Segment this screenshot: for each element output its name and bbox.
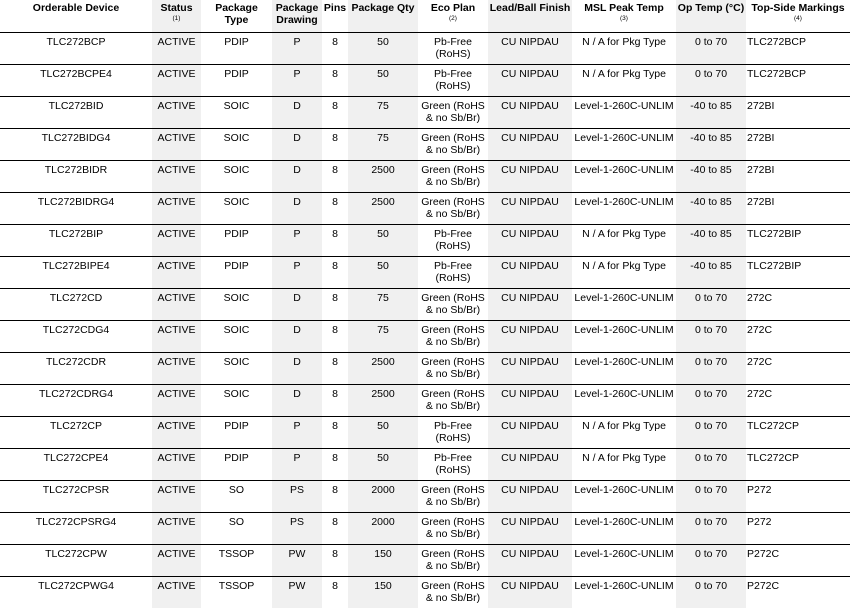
cell-eco-plan [418, 97, 488, 129]
cell-markings: TLC272BIP [746, 225, 850, 257]
eco-plan-line: Pb-Free [434, 260, 472, 272]
eco-plan-line: Pb-Free [434, 228, 472, 240]
cell-markings: TLC272CP [746, 449, 850, 481]
cell-package-qty: 75 [348, 97, 418, 129]
cell-msl: Level-1-260C-UNLIM [572, 161, 676, 193]
eco-plan-line: & no Sb/Br) [426, 208, 480, 220]
eco-plan-line: (RoHS) [435, 80, 470, 92]
header-status: Status (1) [152, 0, 201, 33]
msl-note: (3) [573, 14, 675, 23]
cell-eco-plan [418, 289, 488, 321]
eco-plan-line: Pb-Free [434, 36, 472, 48]
header-package-qty: Package Qty [348, 0, 418, 33]
eco-plan-line: Pb-Free [434, 68, 472, 80]
cell-lead-finish: CU NIPDAU [488, 513, 572, 545]
cell-device: TLC272BIDRG4 [0, 193, 152, 225]
header-package-drawing: Package Drawing [272, 0, 322, 33]
table-row [0, 321, 850, 353]
table-row [0, 257, 850, 289]
cell-package-type: SOIC [201, 161, 272, 193]
cell-package-qty: 75 [348, 289, 418, 321]
cell-package-type: SOIC [201, 321, 272, 353]
cell-msl: N / A for Pkg Type [572, 449, 676, 481]
cell-package-qty: 2500 [348, 161, 418, 193]
cell-package-drawing: D [272, 353, 322, 385]
table-row [0, 513, 850, 545]
cell-device: TLC272BCP [0, 33, 152, 65]
cell-markings: 272C [746, 385, 850, 417]
cell-device: TLC272BIDR [0, 161, 152, 193]
eco-plan-line: Green (RoHS [421, 356, 485, 368]
eco-plan-line: (RoHS) [435, 464, 470, 476]
cell-package-type: SO [201, 513, 272, 545]
eco-plan-line: Green (RoHS [421, 164, 485, 176]
cell-lead-finish: CU NIPDAU [488, 353, 572, 385]
cell-package-drawing: D [272, 161, 322, 193]
cell-package-drawing: PS [272, 481, 322, 513]
cell-package-drawing: D [272, 97, 322, 129]
cell-package-drawing: PW [272, 545, 322, 577]
cell-msl: Level-1-260C-UNLIM [572, 577, 676, 608]
table-row [0, 129, 850, 161]
cell-package-drawing: D [272, 385, 322, 417]
cell-lead-finish: CU NIPDAU [488, 321, 572, 353]
cell-package-drawing: D [272, 129, 322, 161]
cell-eco-plan [418, 161, 488, 193]
header-row [0, 0, 850, 33]
cell-op-temp: -40 to 85 [676, 129, 746, 161]
table-row [0, 353, 850, 385]
cell-markings: 272C [746, 289, 850, 321]
cell-package-drawing: D [272, 321, 322, 353]
header-lead-finish: Lead/Ball Finish [488, 0, 572, 33]
cell-msl: Level-1-260C-UNLIM [572, 289, 676, 321]
cell-status: ACTIVE [152, 193, 201, 225]
cell-package-qty: 50 [348, 65, 418, 97]
cell-package-type: SOIC [201, 385, 272, 417]
cell-package-type: SOIC [201, 289, 272, 321]
cell-package-qty: 150 [348, 577, 418, 608]
cell-eco-plan [418, 257, 488, 289]
cell-pins: 8 [322, 33, 348, 65]
cell-markings: TLC272BCP [746, 65, 850, 97]
cell-op-temp: 0 to 70 [676, 417, 746, 449]
cell-lead-finish: CU NIPDAU [488, 33, 572, 65]
cell-status: ACTIVE [152, 289, 201, 321]
cell-op-temp: 0 to 70 [676, 33, 746, 65]
header-markings: Top-Side Markings (4) [746, 0, 850, 33]
eco-plan-line: Green (RoHS [421, 484, 485, 496]
cell-pins: 8 [322, 545, 348, 577]
eco-plan-line: (RoHS) [435, 240, 470, 252]
cell-package-drawing: P [272, 417, 322, 449]
table-row [0, 289, 850, 321]
cell-markings: TLC272BCP [746, 33, 850, 65]
cell-status: ACTIVE [152, 321, 201, 353]
cell-pins: 8 [322, 321, 348, 353]
eco-plan-line: & no Sb/Br) [426, 528, 480, 540]
table-row [0, 193, 850, 225]
cell-lead-finish: CU NIPDAU [488, 545, 572, 577]
cell-eco-plan [418, 481, 488, 513]
cell-package-qty: 50 [348, 449, 418, 481]
cell-package-type: PDIP [201, 225, 272, 257]
cell-pins: 8 [322, 257, 348, 289]
cell-package-type: PDIP [201, 65, 272, 97]
cell-msl: Level-1-260C-UNLIM [572, 353, 676, 385]
cell-msl: N / A for Pkg Type [572, 417, 676, 449]
eco-plan-line: Green (RoHS [421, 132, 485, 144]
cell-msl: N / A for Pkg Type [572, 257, 676, 289]
status-note: (1) [153, 14, 200, 23]
cell-msl: Level-1-260C-UNLIM [572, 545, 676, 577]
cell-pins: 8 [322, 97, 348, 129]
markings-note: (4) [747, 14, 849, 23]
header-pins: Pins [322, 0, 348, 33]
cell-lead-finish: CU NIPDAU [488, 161, 572, 193]
eco-plan-line: & no Sb/Br) [426, 176, 480, 188]
eco-plan-line: Green (RoHS [421, 548, 485, 560]
eco-plan-line: Green (RoHS [421, 324, 485, 336]
cell-device: TLC272BIPE4 [0, 257, 152, 289]
cell-markings: P272C [746, 545, 850, 577]
cell-op-temp: 0 to 70 [676, 289, 746, 321]
cell-lead-finish: CU NIPDAU [488, 225, 572, 257]
cell-eco-plan [418, 545, 488, 577]
cell-markings: 272C [746, 321, 850, 353]
cell-op-temp: 0 to 70 [676, 65, 746, 97]
cell-op-temp: 0 to 70 [676, 577, 746, 608]
cell-package-type: PDIP [201, 417, 272, 449]
cell-status: ACTIVE [152, 97, 201, 129]
cell-pins: 8 [322, 65, 348, 97]
cell-msl: N / A for Pkg Type [572, 65, 676, 97]
cell-pins: 8 [322, 449, 348, 481]
cell-markings: 272BI [746, 193, 850, 225]
cell-msl: Level-1-260C-UNLIM [572, 97, 676, 129]
cell-status: ACTIVE [152, 513, 201, 545]
cell-device: TLC272BIDG4 [0, 129, 152, 161]
eco-plan-line: (RoHS) [435, 432, 470, 444]
cell-package-qty: 2500 [348, 193, 418, 225]
cell-package-qty: 2500 [348, 385, 418, 417]
eco-plan-line: & no Sb/Br) [426, 336, 480, 348]
cell-eco-plan [418, 353, 488, 385]
cell-lead-finish: CU NIPDAU [488, 289, 572, 321]
table-row [0, 545, 850, 577]
cell-package-type: SOIC [201, 129, 272, 161]
cell-msl: Level-1-260C-UNLIM [572, 481, 676, 513]
cell-op-temp: 0 to 70 [676, 545, 746, 577]
eco-plan-line: (RoHS) [435, 48, 470, 60]
cell-pins: 8 [322, 353, 348, 385]
cell-status: ACTIVE [152, 353, 201, 385]
cell-msl: Level-1-260C-UNLIM [572, 385, 676, 417]
cell-eco-plan [418, 225, 488, 257]
cell-op-temp: 0 to 70 [676, 481, 746, 513]
cell-op-temp: -40 to 85 [676, 97, 746, 129]
cell-lead-finish: CU NIPDAU [488, 417, 572, 449]
cell-device: TLC272CDG4 [0, 321, 152, 353]
cell-status: ACTIVE [152, 225, 201, 257]
eco-plan-line: & no Sb/Br) [426, 144, 480, 156]
cell-lead-finish: CU NIPDAU [488, 65, 572, 97]
cell-package-drawing: P [272, 65, 322, 97]
cell-op-temp: 0 to 70 [676, 321, 746, 353]
table-row [0, 97, 850, 129]
cell-pins: 8 [322, 289, 348, 321]
cell-status: ACTIVE [152, 33, 201, 65]
cell-pins: 8 [322, 225, 348, 257]
cell-lead-finish: CU NIPDAU [488, 481, 572, 513]
cell-package-qty: 50 [348, 417, 418, 449]
cell-pins: 8 [322, 161, 348, 193]
cell-package-qty: 50 [348, 257, 418, 289]
cell-op-temp: 0 to 70 [676, 385, 746, 417]
eco-plan-line: Green (RoHS [421, 196, 485, 208]
cell-eco-plan [418, 577, 488, 608]
cell-lead-finish: CU NIPDAU [488, 449, 572, 481]
cell-markings: 272BI [746, 129, 850, 161]
header-op-temp: Op Temp (°C) [676, 0, 746, 33]
table-row [0, 481, 850, 513]
cell-msl: N / A for Pkg Type [572, 225, 676, 257]
cell-markings: P272 [746, 481, 850, 513]
cell-package-drawing: PS [272, 513, 322, 545]
cell-device: TLC272CDR [0, 353, 152, 385]
eco-plan-line: Green (RoHS [421, 100, 485, 112]
eco-plan-line: & no Sb/Br) [426, 400, 480, 412]
eco-note: (2) [419, 14, 487, 23]
cell-eco-plan [418, 449, 488, 481]
cell-package-type: PDIP [201, 257, 272, 289]
eco-plan-line: Green (RoHS [421, 580, 485, 592]
cell-msl: Level-1-260C-UNLIM [572, 129, 676, 161]
eco-plan-line: & no Sb/Br) [426, 592, 480, 604]
cell-package-type: SO [201, 481, 272, 513]
cell-package-qty: 50 [348, 225, 418, 257]
cell-markings: 272C [746, 353, 850, 385]
header-device: Orderable Device [0, 0, 152, 33]
eco-plan-line: (RoHS) [435, 272, 470, 284]
cell-eco-plan [418, 417, 488, 449]
cell-device: TLC272BIP [0, 225, 152, 257]
cell-package-qty: 2500 [348, 353, 418, 385]
cell-pins: 8 [322, 417, 348, 449]
cell-package-type: TSSOP [201, 545, 272, 577]
eco-plan-line: & no Sb/Br) [426, 496, 480, 508]
cell-op-temp: -40 to 85 [676, 257, 746, 289]
cell-op-temp: 0 to 70 [676, 449, 746, 481]
header-eco-plan: Eco Plan (2) [418, 0, 488, 33]
table-row [0, 577, 850, 608]
cell-msl: Level-1-260C-UNLIM [572, 513, 676, 545]
eco-plan-line: & no Sb/Br) [426, 560, 480, 572]
table-row [0, 65, 850, 97]
cell-pins: 8 [322, 481, 348, 513]
cell-device: TLC272CPSR [0, 481, 152, 513]
cell-device: TLC272CP [0, 417, 152, 449]
cell-status: ACTIVE [152, 449, 201, 481]
cell-package-qty: 2000 [348, 481, 418, 513]
cell-package-type: SOIC [201, 353, 272, 385]
cell-op-temp: -40 to 85 [676, 225, 746, 257]
cell-msl: N / A for Pkg Type [572, 33, 676, 65]
cell-eco-plan [418, 33, 488, 65]
header-msl: MSL Peak Temp (3) [572, 0, 676, 33]
cell-package-type: SOIC [201, 97, 272, 129]
eco-plan-line: Green (RoHS [421, 292, 485, 304]
cell-package-drawing: P [272, 33, 322, 65]
cell-eco-plan [418, 513, 488, 545]
cell-markings: 272BI [746, 97, 850, 129]
cell-markings: P272C [746, 577, 850, 608]
cell-op-temp: -40 to 85 [676, 193, 746, 225]
eco-plan-line: & no Sb/Br) [426, 112, 480, 124]
cell-status: ACTIVE [152, 481, 201, 513]
eco-plan-line: & no Sb/Br) [426, 304, 480, 316]
cell-device: TLC272BID [0, 97, 152, 129]
table-row [0, 385, 850, 417]
cell-package-drawing: D [272, 289, 322, 321]
cell-markings: TLC272BIP [746, 257, 850, 289]
cell-package-drawing: PW [272, 577, 322, 608]
cell-device: TLC272CPW [0, 545, 152, 577]
cell-package-drawing: D [272, 193, 322, 225]
cell-device: TLC272CDRG4 [0, 385, 152, 417]
cell-op-temp: -40 to 85 [676, 161, 746, 193]
table-row [0, 33, 850, 65]
cell-lead-finish: CU NIPDAU [488, 97, 572, 129]
cell-pins: 8 [322, 513, 348, 545]
cell-package-type: PDIP [201, 33, 272, 65]
cell-lead-finish: CU NIPDAU [488, 257, 572, 289]
cell-package-qty: 2000 [348, 513, 418, 545]
cell-markings: P272 [746, 513, 850, 545]
cell-device: TLC272CD [0, 289, 152, 321]
cell-status: ACTIVE [152, 417, 201, 449]
cell-device: TLC272CPWG4 [0, 577, 152, 608]
cell-eco-plan [418, 129, 488, 161]
cell-markings: TLC272CP [746, 417, 850, 449]
cell-eco-plan [418, 321, 488, 353]
cell-package-drawing: P [272, 225, 322, 257]
table-row [0, 449, 850, 481]
cell-lead-finish: CU NIPDAU [488, 129, 572, 161]
eco-plan-line: Green (RoHS [421, 516, 485, 528]
cell-lead-finish: CU NIPDAU [488, 385, 572, 417]
cell-msl: Level-1-260C-UNLIM [572, 193, 676, 225]
cell-lead-finish: CU NIPDAU [488, 577, 572, 608]
cell-package-drawing: P [272, 257, 322, 289]
cell-status: ACTIVE [152, 385, 201, 417]
cell-status: ACTIVE [152, 161, 201, 193]
cell-lead-finish: CU NIPDAU [488, 193, 572, 225]
cell-status: ACTIVE [152, 257, 201, 289]
eco-plan-line: & no Sb/Br) [426, 368, 480, 380]
cell-pins: 8 [322, 129, 348, 161]
cell-package-type: SOIC [201, 193, 272, 225]
cell-status: ACTIVE [152, 577, 201, 608]
cell-package-qty: 75 [348, 129, 418, 161]
cell-op-temp: 0 to 70 [676, 353, 746, 385]
table-row [0, 417, 850, 449]
cell-status: ACTIVE [152, 65, 201, 97]
cell-op-temp: 0 to 70 [676, 513, 746, 545]
eco-plan-line: Pb-Free [434, 420, 472, 432]
cell-pins: 8 [322, 385, 348, 417]
eco-plan-line: Green (RoHS [421, 388, 485, 400]
cell-device: TLC272CPE4 [0, 449, 152, 481]
cell-package-qty: 75 [348, 321, 418, 353]
cell-package-type: PDIP [201, 449, 272, 481]
cell-eco-plan [418, 193, 488, 225]
cell-status: ACTIVE [152, 545, 201, 577]
cell-package-type: TSSOP [201, 577, 272, 608]
cell-package-drawing: P [272, 449, 322, 481]
cell-pins: 8 [322, 577, 348, 608]
cell-markings: 272BI [746, 161, 850, 193]
header-package-type: Package Type [201, 0, 272, 33]
cell-package-qty: 150 [348, 545, 418, 577]
cell-eco-plan [418, 385, 488, 417]
cell-eco-plan [418, 65, 488, 97]
table-row [0, 161, 850, 193]
cell-status: ACTIVE [152, 129, 201, 161]
cell-device: TLC272BCPE4 [0, 65, 152, 97]
eco-plan-line: Pb-Free [434, 452, 472, 464]
cell-msl: Level-1-260C-UNLIM [572, 321, 676, 353]
table-row [0, 225, 850, 257]
cell-pins: 8 [322, 193, 348, 225]
cell-device: TLC272CPSRG4 [0, 513, 152, 545]
cell-package-qty: 50 [348, 33, 418, 65]
